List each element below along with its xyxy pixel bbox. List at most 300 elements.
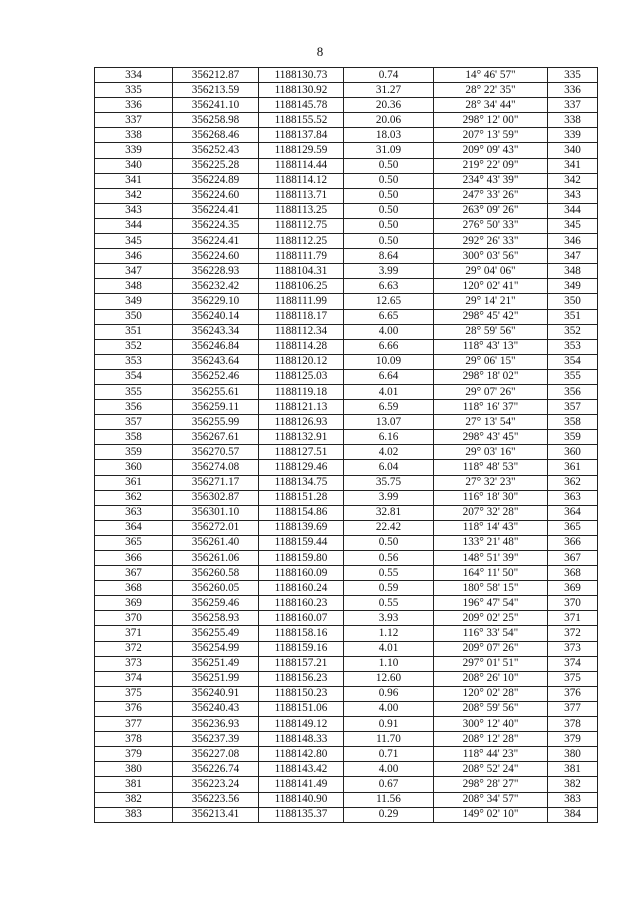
next-point-cell: 373 [548, 641, 598, 656]
y-coordinate-cell: 1188104.31 [259, 264, 344, 279]
y-coordinate-cell: 1188140.90 [259, 792, 344, 807]
table-row [95, 309, 598, 324]
distance-cell: 20.06 [344, 113, 434, 128]
x-coordinate-cell: 356261.06 [173, 551, 259, 566]
table-row [95, 686, 598, 701]
next-point-cell: 356 [548, 384, 598, 399]
y-coordinate-cell: 1188126.93 [259, 415, 344, 430]
bearing-cell: 28° 34' 44" [434, 98, 548, 113]
next-point-cell: 380 [548, 747, 598, 762]
table-row [95, 384, 598, 399]
point-number-cell: 375 [95, 686, 173, 701]
distance-cell: 0.71 [344, 747, 434, 762]
x-coordinate-cell: 356228.93 [173, 264, 259, 279]
next-point-cell: 381 [548, 762, 598, 777]
distance-cell: 0.59 [344, 581, 434, 596]
distance-cell: 4.00 [344, 324, 434, 339]
distance-cell: 0.74 [344, 68, 434, 83]
distance-cell: 0.67 [344, 777, 434, 792]
point-number-cell: 344 [95, 218, 173, 233]
distance-cell: 20.36 [344, 98, 434, 113]
table-row [95, 671, 598, 686]
y-coordinate-cell: 1188118.17 [259, 309, 344, 324]
distance-cell: 0.50 [344, 173, 434, 188]
bearing-cell: 29° 07' 26" [434, 384, 548, 399]
point-number-cell: 334 [95, 68, 173, 83]
table-row [95, 551, 598, 566]
point-number-cell: 363 [95, 505, 173, 520]
distance-cell: 6.59 [344, 400, 434, 415]
x-coordinate-cell: 356254.99 [173, 641, 259, 656]
y-coordinate-cell: 1188159.80 [259, 551, 344, 566]
point-number-cell: 355 [95, 384, 173, 399]
distance-cell: 35.75 [344, 475, 434, 490]
distance-cell: 11.70 [344, 732, 434, 747]
y-coordinate-cell: 1188142.80 [259, 747, 344, 762]
distance-cell: 3.99 [344, 264, 434, 279]
point-number-cell: 353 [95, 354, 173, 369]
y-coordinate-cell: 1188145.78 [259, 98, 344, 113]
bearing-cell: 208° 34' 57" [434, 792, 548, 807]
x-coordinate-cell: 356268.46 [173, 128, 259, 143]
table-row [95, 566, 598, 581]
x-coordinate-cell: 356259.46 [173, 596, 259, 611]
next-point-cell: 355 [548, 369, 598, 384]
x-coordinate-cell: 356255.99 [173, 415, 259, 430]
point-number-cell: 366 [95, 551, 173, 566]
table-row [95, 113, 598, 128]
y-coordinate-cell: 1188139.69 [259, 520, 344, 535]
bearing-cell: 148° 51' 39" [434, 551, 548, 566]
bearing-cell: 118° 48' 53" [434, 460, 548, 475]
table-row [95, 626, 598, 641]
bearing-cell: 298° 12' 00" [434, 113, 548, 128]
y-coordinate-cell: 1188159.16 [259, 641, 344, 656]
y-coordinate-cell: 1188141.49 [259, 777, 344, 792]
distance-cell: 3.93 [344, 611, 434, 626]
table-row [95, 807, 598, 822]
next-point-cell: 382 [548, 777, 598, 792]
x-coordinate-cell: 356213.41 [173, 807, 259, 822]
table-row [95, 128, 598, 143]
y-coordinate-cell: 1188112.25 [259, 234, 344, 249]
y-coordinate-cell: 1188137.84 [259, 128, 344, 143]
bearing-cell: 297° 01' 51" [434, 656, 548, 671]
x-coordinate-cell: 356232.42 [173, 279, 259, 294]
y-coordinate-cell: 1188125.03 [259, 369, 344, 384]
next-point-cell: 346 [548, 234, 598, 249]
distance-cell: 6.65 [344, 309, 434, 324]
next-point-cell: 347 [548, 249, 598, 264]
next-point-cell: 360 [548, 445, 598, 460]
table-row [95, 354, 598, 369]
x-coordinate-cell: 356261.40 [173, 535, 259, 550]
table-row [95, 641, 598, 656]
next-point-cell: 348 [548, 264, 598, 279]
next-point-cell: 353 [548, 339, 598, 354]
table-row [95, 475, 598, 490]
y-coordinate-cell: 1188113.71 [259, 188, 344, 203]
x-coordinate-cell: 356213.59 [173, 83, 259, 98]
table-row [95, 415, 598, 430]
point-number-cell: 370 [95, 611, 173, 626]
next-point-cell: 359 [548, 430, 598, 445]
y-coordinate-cell: 1188143.42 [259, 762, 344, 777]
y-coordinate-cell: 1188160.24 [259, 581, 344, 596]
y-coordinate-cell: 1188160.09 [259, 566, 344, 581]
next-point-cell: 383 [548, 792, 598, 807]
bearing-cell: 209° 02' 25" [434, 611, 548, 626]
y-coordinate-cell: 1188155.52 [259, 113, 344, 128]
point-number-cell: 373 [95, 656, 173, 671]
distance-cell: 12.65 [344, 294, 434, 309]
distance-cell: 4.00 [344, 701, 434, 716]
table-row [95, 158, 598, 173]
distance-cell: 0.91 [344, 717, 434, 732]
y-coordinate-cell: 1188119.18 [259, 384, 344, 399]
bearing-cell: 29° 03' 16" [434, 445, 548, 460]
point-number-cell: 349 [95, 294, 173, 309]
y-coordinate-cell: 1188156.23 [259, 671, 344, 686]
table-row [95, 460, 598, 475]
next-point-cell: 339 [548, 128, 598, 143]
table-row [95, 581, 598, 596]
x-coordinate-cell: 356224.89 [173, 173, 259, 188]
y-coordinate-cell: 1188129.59 [259, 143, 344, 158]
x-coordinate-cell: 356246.84 [173, 339, 259, 354]
next-point-cell: 372 [548, 626, 598, 641]
x-coordinate-cell: 356224.60 [173, 188, 259, 203]
x-coordinate-cell: 356229.10 [173, 294, 259, 309]
y-coordinate-cell: 1188154.86 [259, 505, 344, 520]
distance-cell: 32.81 [344, 505, 434, 520]
distance-cell: 0.29 [344, 807, 434, 822]
next-point-cell: 344 [548, 203, 598, 218]
point-number-cell: 362 [95, 490, 173, 505]
next-point-cell: 369 [548, 581, 598, 596]
table-row [95, 339, 598, 354]
x-coordinate-cell: 356267.61 [173, 430, 259, 445]
table-row [95, 490, 598, 505]
bearing-cell: 298° 18' 02" [434, 369, 548, 384]
table-row [95, 792, 598, 807]
next-point-cell: 378 [548, 717, 598, 732]
point-number-cell: 360 [95, 460, 173, 475]
next-point-cell: 363 [548, 490, 598, 505]
distance-cell: 4.01 [344, 384, 434, 399]
bearing-cell: 164° 11' 50" [434, 566, 548, 581]
point-number-cell: 354 [95, 369, 173, 384]
point-number-cell: 340 [95, 158, 173, 173]
bearing-cell: 28° 59' 56" [434, 324, 548, 339]
distance-cell: 31.09 [344, 143, 434, 158]
table-row [95, 324, 598, 339]
point-number-cell: 356 [95, 400, 173, 415]
x-coordinate-cell: 356241.10 [173, 98, 259, 113]
distance-cell: 6.66 [344, 339, 434, 354]
x-coordinate-cell: 356272.01 [173, 520, 259, 535]
point-number-cell: 368 [95, 581, 173, 596]
point-number-cell: 345 [95, 234, 173, 249]
distance-cell: 4.01 [344, 641, 434, 656]
point-number-cell: 359 [95, 445, 173, 460]
point-number-cell: 378 [95, 732, 173, 747]
y-coordinate-cell: 1188134.75 [259, 475, 344, 490]
point-number-cell: 372 [95, 641, 173, 656]
bearing-cell: 196° 47' 54" [434, 596, 548, 611]
next-point-cell: 343 [548, 188, 598, 203]
x-coordinate-cell: 356227.08 [173, 747, 259, 762]
x-coordinate-cell: 356212.87 [173, 68, 259, 83]
bearing-cell: 29° 04' 06" [434, 264, 548, 279]
distance-cell: 0.50 [344, 158, 434, 173]
x-coordinate-cell: 356243.34 [173, 324, 259, 339]
x-coordinate-cell: 356274.08 [173, 460, 259, 475]
x-coordinate-cell: 356252.46 [173, 369, 259, 384]
distance-cell: 0.50 [344, 188, 434, 203]
distance-cell: 31.27 [344, 83, 434, 98]
bearing-cell: 27° 13' 54" [434, 415, 548, 430]
bearing-cell: 29° 14' 21" [434, 294, 548, 309]
point-number-cell: 348 [95, 279, 173, 294]
point-number-cell: 381 [95, 777, 173, 792]
bearing-cell: 298° 45' 42" [434, 309, 548, 324]
distance-cell: 0.50 [344, 234, 434, 249]
point-number-cell: 339 [95, 143, 173, 158]
table-row [95, 68, 598, 83]
point-number-cell: 346 [95, 249, 173, 264]
x-coordinate-cell: 356240.43 [173, 701, 259, 716]
distance-cell: 4.02 [344, 445, 434, 460]
distance-cell: 4.00 [344, 762, 434, 777]
table-row [95, 732, 598, 747]
next-point-cell: 370 [548, 596, 598, 611]
coordinates-table [94, 67, 598, 823]
x-coordinate-cell: 356251.99 [173, 671, 259, 686]
bearing-cell: 208° 12' 28" [434, 732, 548, 747]
table-row [95, 520, 598, 535]
x-coordinate-cell: 356258.98 [173, 113, 259, 128]
x-coordinate-cell: 356240.91 [173, 686, 259, 701]
bearing-cell: 207° 32' 28" [434, 505, 548, 520]
y-coordinate-cell: 1188157.21 [259, 656, 344, 671]
point-number-cell: 357 [95, 415, 173, 430]
x-coordinate-cell: 356226.74 [173, 762, 259, 777]
bearing-cell: 208° 26' 10" [434, 671, 548, 686]
next-point-cell: 379 [548, 732, 598, 747]
bearing-cell: 29° 06' 15" [434, 354, 548, 369]
bearing-cell: 149° 02' 10" [434, 807, 548, 822]
table-row [95, 777, 598, 792]
distance-cell: 0.55 [344, 566, 434, 581]
next-point-cell: 376 [548, 686, 598, 701]
point-number-cell: 358 [95, 430, 173, 445]
y-coordinate-cell: 1188151.06 [259, 701, 344, 716]
bearing-cell: 292° 26' 33" [434, 234, 548, 249]
distance-cell: 8.64 [344, 249, 434, 264]
point-number-cell: 341 [95, 173, 173, 188]
table-row [95, 430, 598, 445]
bearing-cell: 207° 13' 59" [434, 128, 548, 143]
point-number-cell: 352 [95, 339, 173, 354]
y-coordinate-cell: 1188114.44 [259, 158, 344, 173]
y-coordinate-cell: 1188135.37 [259, 807, 344, 822]
next-point-cell: 358 [548, 415, 598, 430]
distance-cell: 6.63 [344, 279, 434, 294]
distance-cell: 11.56 [344, 792, 434, 807]
next-point-cell: 335 [548, 68, 598, 83]
point-number-cell: 343 [95, 203, 173, 218]
table-row [95, 747, 598, 762]
bearing-cell: 209° 09' 43" [434, 143, 548, 158]
next-point-cell: 342 [548, 173, 598, 188]
point-number-cell: 336 [95, 98, 173, 113]
distance-cell: 3.99 [344, 490, 434, 505]
x-coordinate-cell: 356240.14 [173, 309, 259, 324]
table-row [95, 294, 598, 309]
x-coordinate-cell: 356223.56 [173, 792, 259, 807]
bearing-cell: 300° 12' 40" [434, 717, 548, 732]
bearing-cell: 27° 32' 23" [434, 475, 548, 490]
x-coordinate-cell: 356224.60 [173, 249, 259, 264]
y-coordinate-cell: 1188112.75 [259, 218, 344, 233]
point-number-cell: 379 [95, 747, 173, 762]
next-point-cell: 374 [548, 656, 598, 671]
x-coordinate-cell: 356252.43 [173, 143, 259, 158]
distance-cell: 22.42 [344, 520, 434, 535]
table-row [95, 369, 598, 384]
point-number-cell: 367 [95, 566, 173, 581]
distance-cell: 0.55 [344, 596, 434, 611]
distance-cell: 0.50 [344, 203, 434, 218]
x-coordinate-cell: 356237.39 [173, 732, 259, 747]
x-coordinate-cell: 356224.35 [173, 218, 259, 233]
coordinates-table-body [95, 68, 598, 823]
point-number-cell: 383 [95, 807, 173, 822]
table-row [95, 717, 598, 732]
table-row [95, 656, 598, 671]
bearing-cell: 28° 22' 35" [434, 83, 548, 98]
page-number: 8 [316, 44, 324, 59]
distance-cell: 0.96 [344, 686, 434, 701]
distance-cell: 13.07 [344, 415, 434, 430]
table-row [95, 445, 598, 460]
x-coordinate-cell: 356270.57 [173, 445, 259, 460]
y-coordinate-cell: 1188120.12 [259, 354, 344, 369]
bearing-cell: 219° 22' 09" [434, 158, 548, 173]
point-number-cell: 371 [95, 626, 173, 641]
next-point-cell: 371 [548, 611, 598, 626]
table-row [95, 173, 598, 188]
bearing-cell: 116° 33' 54" [434, 626, 548, 641]
bearing-cell: 118° 43' 13" [434, 339, 548, 354]
bearing-cell: 234° 43' 39" [434, 173, 548, 188]
bearing-cell: 118° 14' 43" [434, 520, 548, 535]
y-coordinate-cell: 1188111.99 [259, 294, 344, 309]
point-number-cell: 377 [95, 717, 173, 732]
bearing-cell: 14° 46' 57" [434, 68, 548, 83]
y-coordinate-cell: 1188106.25 [259, 279, 344, 294]
y-coordinate-cell: 1188127.51 [259, 445, 344, 460]
x-coordinate-cell: 356259.11 [173, 400, 259, 415]
next-point-cell: 364 [548, 505, 598, 520]
y-coordinate-cell: 1188160.23 [259, 596, 344, 611]
table-row [95, 611, 598, 626]
x-coordinate-cell: 356260.58 [173, 566, 259, 581]
x-coordinate-cell: 356225.28 [173, 158, 259, 173]
next-point-cell: 341 [548, 158, 598, 173]
table-row [95, 701, 598, 716]
bearing-cell: 118° 16' 37" [434, 400, 548, 415]
next-point-cell: 340 [548, 143, 598, 158]
bearing-cell: 120° 02' 41" [434, 279, 548, 294]
y-coordinate-cell: 1188130.92 [259, 83, 344, 98]
distance-cell: 6.64 [344, 369, 434, 384]
next-point-cell: 336 [548, 83, 598, 98]
bearing-cell: 209° 07' 26" [434, 641, 548, 656]
distance-cell: 0.50 [344, 535, 434, 550]
point-number-cell: 347 [95, 264, 173, 279]
next-point-cell: 349 [548, 279, 598, 294]
x-coordinate-cell: 356271.17 [173, 475, 259, 490]
y-coordinate-cell: 1188111.79 [259, 249, 344, 264]
y-coordinate-cell: 1188132.91 [259, 430, 344, 445]
distance-cell: 1.12 [344, 626, 434, 641]
point-number-cell: 342 [95, 188, 173, 203]
bearing-cell: 298° 28' 27" [434, 777, 548, 792]
y-coordinate-cell: 1188151.28 [259, 490, 344, 505]
point-number-cell: 382 [95, 792, 173, 807]
point-number-cell: 361 [95, 475, 173, 490]
x-coordinate-cell: 356255.61 [173, 384, 259, 399]
table-row [95, 596, 598, 611]
y-coordinate-cell: 1188158.16 [259, 626, 344, 641]
next-point-cell: 366 [548, 535, 598, 550]
table-row [95, 400, 598, 415]
x-coordinate-cell: 356251.49 [173, 656, 259, 671]
y-coordinate-cell: 1188159.44 [259, 535, 344, 550]
y-coordinate-cell: 1188160.07 [259, 611, 344, 626]
table-row [95, 234, 598, 249]
table-row [95, 98, 598, 113]
point-number-cell: 351 [95, 324, 173, 339]
bearing-cell: 116° 18' 30" [434, 490, 548, 505]
x-coordinate-cell: 356224.41 [173, 234, 259, 249]
point-number-cell: 337 [95, 113, 173, 128]
y-coordinate-cell: 1188114.12 [259, 173, 344, 188]
table-row [95, 505, 598, 520]
bearing-cell: 247° 33' 26" [434, 188, 548, 203]
bearing-cell: 118° 44' 23" [434, 747, 548, 762]
next-point-cell: 368 [548, 566, 598, 581]
y-coordinate-cell: 1188112.34 [259, 324, 344, 339]
table-row [95, 203, 598, 218]
x-coordinate-cell: 356243.64 [173, 354, 259, 369]
point-number-cell: 338 [95, 128, 173, 143]
x-coordinate-cell: 356258.93 [173, 611, 259, 626]
bearing-cell: 208° 59' 56" [434, 701, 548, 716]
x-coordinate-cell: 356224.41 [173, 203, 259, 218]
bearing-cell: 208° 52' 24" [434, 762, 548, 777]
y-coordinate-cell: 1188149.12 [259, 717, 344, 732]
y-coordinate-cell: 1188113.25 [259, 203, 344, 218]
next-point-cell: 362 [548, 475, 598, 490]
bearing-cell: 133° 21' 48" [434, 535, 548, 550]
table-row [95, 83, 598, 98]
next-point-cell: 375 [548, 671, 598, 686]
bearing-cell: 263° 09' 26" [434, 203, 548, 218]
next-point-cell: 367 [548, 551, 598, 566]
